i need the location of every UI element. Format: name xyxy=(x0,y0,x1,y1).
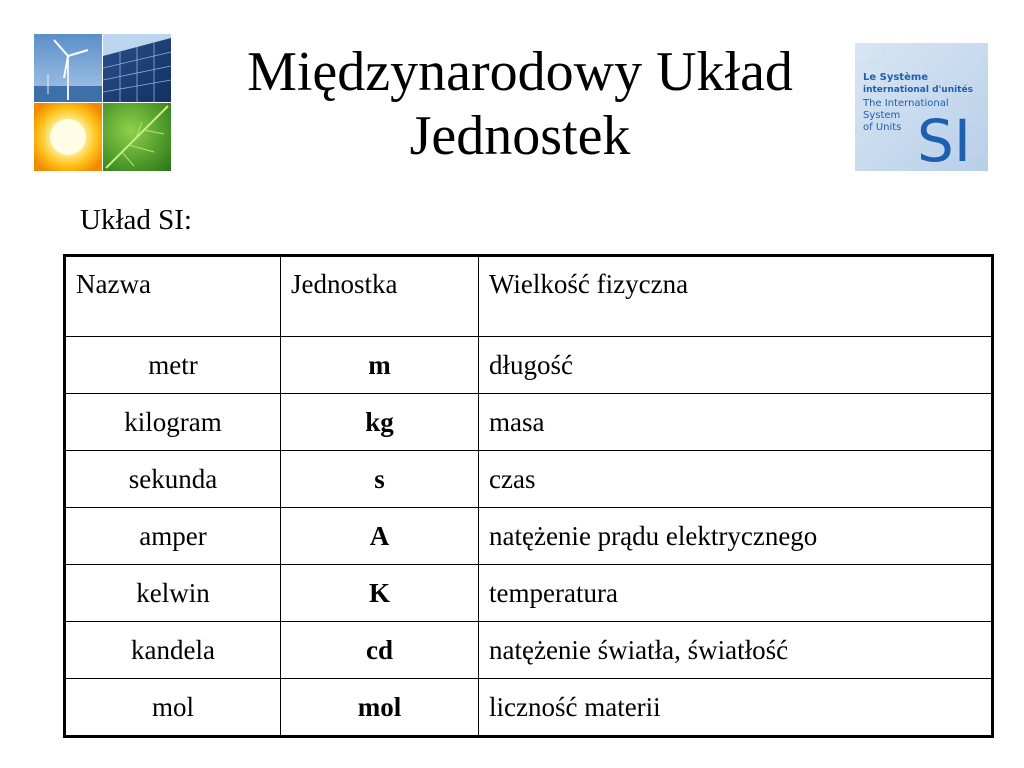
sun-icon xyxy=(34,103,102,171)
si-units-table xyxy=(63,254,994,738)
unit-symbol-cell: s xyxy=(281,451,479,508)
logo-si-mark: SI xyxy=(917,107,971,171)
quantity-cell: czas xyxy=(479,451,993,508)
quantity-cell: natężenie prądu elektrycznego xyxy=(479,508,993,565)
logo-text-4: System xyxy=(863,110,901,121)
title-line-2: Jednostek xyxy=(409,105,631,167)
header-name: Nazwa xyxy=(65,256,281,337)
quantity-cell: liczność materii xyxy=(479,679,993,737)
unit-symbol-cell: mol xyxy=(281,679,479,737)
unit-name-cell: kelwin xyxy=(65,565,281,622)
quantity-cell: długość xyxy=(479,337,993,394)
table-row xyxy=(65,451,993,508)
unit-symbol-cell: cd xyxy=(281,622,479,679)
logo-text-1: Le Système xyxy=(863,72,929,83)
table-caption: Układ SI: xyxy=(80,204,192,236)
logo-text-5: of Units xyxy=(863,122,902,133)
unit-name-cell: metr xyxy=(65,337,281,394)
table-row xyxy=(65,679,993,737)
table-row xyxy=(65,508,993,565)
unit-symbol-cell: kg xyxy=(281,394,479,451)
table-header-row xyxy=(65,256,993,337)
table-row xyxy=(65,565,993,622)
table-row xyxy=(65,622,993,679)
unit-name-cell: amper xyxy=(65,508,281,565)
quantity-cell: natężenie światła, światłość xyxy=(479,622,993,679)
unit-symbol-cell: A xyxy=(281,508,479,565)
unit-name-cell: sekunda xyxy=(65,451,281,508)
unit-name-cell: mol xyxy=(65,679,281,737)
header-unit: Jednostka xyxy=(281,256,479,337)
table-row xyxy=(65,337,993,394)
title-line-1: Międzynarodowy Układ xyxy=(247,41,793,103)
table-row xyxy=(65,394,993,451)
unit-symbol-cell: m xyxy=(281,337,479,394)
si-logo-image xyxy=(855,43,988,171)
page-title xyxy=(190,40,850,168)
energy-collage-image xyxy=(34,34,171,171)
logo-text-3: The International xyxy=(863,98,949,109)
quantity-cell: temperatura xyxy=(479,565,993,622)
header-quantity: Wielkość fizyczna xyxy=(479,256,993,337)
unit-name-cell: kilogram xyxy=(65,394,281,451)
wind-turbine-icon xyxy=(34,34,102,102)
unit-symbol-cell: K xyxy=(281,565,479,622)
leaf-icon xyxy=(103,103,171,171)
logo-text-2: international d'unités xyxy=(863,85,973,95)
quantity-cell: masa xyxy=(479,394,993,451)
solar-panel-icon xyxy=(103,34,171,102)
unit-name-cell: kandela xyxy=(65,622,281,679)
